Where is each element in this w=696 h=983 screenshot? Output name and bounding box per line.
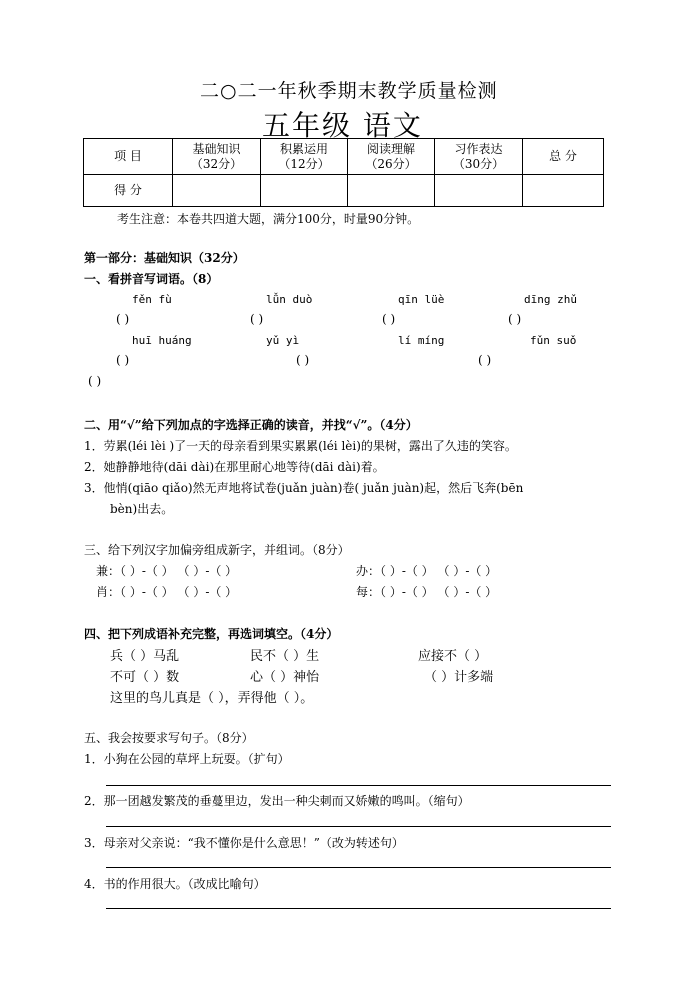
score-cell[interactable] <box>261 175 348 207</box>
part1-heading: 第一部分：基础知识（32分） <box>84 251 245 265</box>
answer-blank[interactable]: ( ) <box>250 312 264 326</box>
pinyin: fěn fù <box>132 293 172 306</box>
q3-line[interactable]: 肖：（ ）-（ ） （ ）-（ ） <box>96 585 238 599</box>
answer-line[interactable] <box>106 826 611 827</box>
pinyin: lǚn duò <box>266 293 313 306</box>
score-cell[interactable] <box>435 175 523 207</box>
score-cell[interactable] <box>348 175 435 207</box>
idiom[interactable]: 应接不（ ） <box>418 649 488 664</box>
q3-line[interactable]: 兼：（ ）-（ ） （ ）-（ ） <box>96 564 238 578</box>
answer-blank[interactable]: ( ) <box>508 312 522 326</box>
q4-heading: 四、把下列成语补充完整，再选词填空。（4分） <box>84 627 339 641</box>
exam-title: 二○二一年秋季期末教学质量检测 <box>200 80 498 102</box>
pinyin: lí míng <box>398 334 445 347</box>
q1-heading: 一、看拼音写词语。（8） <box>84 272 219 286</box>
score-table <box>83 138 604 207</box>
pinyin: huī huáng <box>132 334 192 347</box>
score-header-total: 总 分 <box>523 139 604 175</box>
q5-item: 2．那一团越发繁茂的垂蔓里边，发出一种尖刺而又娇嫩的鸣叫。（缩句） <box>84 794 470 808</box>
q3-heading: 三、给下列汉字加偏旁组成新字，并组词。（8分） <box>84 543 350 557</box>
idiom[interactable]: 心（ ）神怡 <box>250 670 320 685</box>
idiom[interactable]: 不可（ ）数 <box>110 670 180 685</box>
answer-line[interactable] <box>106 908 611 909</box>
q2-heading: 二、用“√”给下列加点的字选择正确的读音，并找“√”。（4分） <box>84 418 418 432</box>
score-header-item: 项 目 <box>84 139 173 175</box>
q2-item: 2．她静静地待(dāi dài)在那里耐心地等待(dāi dài)着。 <box>84 460 385 474</box>
score-header-writing: 习作表达 （30分） <box>435 139 523 175</box>
answer-blank[interactable]: ( ) <box>382 312 396 326</box>
answer-line[interactable] <box>106 867 611 868</box>
answer-blank[interactable]: ( ) <box>478 353 492 367</box>
q5-item: 3．母亲对父亲说：“我不懂你是什么意思！”（改为转述句） <box>84 836 404 850</box>
pinyin: qīn lüè <box>398 293 445 306</box>
q3-line[interactable]: 每：（ ）-（ ） （ ）-（ ） <box>356 585 498 599</box>
fill-sentence[interactable]: 这里的鸟儿真是（ ），弄得他（ ）。 <box>110 691 314 706</box>
idiom[interactable]: 兵（ ）马乱 <box>110 649 180 664</box>
idiom[interactable]: 民不（ ）生 <box>250 649 320 664</box>
answer-blank[interactable]: ( ) <box>296 353 310 367</box>
pinyin: yǔ yì <box>266 334 300 347</box>
score-header-reading: 阅读理解 （26分） <box>348 139 435 175</box>
answer-blank[interactable]: ( ) <box>88 374 102 388</box>
score-header-accumulate: 积累运用 （12分） <box>261 139 348 175</box>
score-cell[interactable] <box>523 175 604 207</box>
q3-line[interactable]: 办：（ ）-（ ） （ ）-（ ） <box>356 564 498 578</box>
q5-item: 1．小狗在公园的草坪上玩耍。（扩句） <box>84 752 290 766</box>
q2-item: 1．劳累(léi lèi )了一天的母亲看到果实累累(léi lèi)的果树，露出了久违的笑容。 <box>84 439 517 453</box>
idiom[interactable]: （ ）计多端 <box>424 670 494 685</box>
score-row-label: 得 分 <box>84 175 173 207</box>
exam-notice: 考生注意：本卷共四道大题，满分100分，时量90分钟。 <box>117 212 420 226</box>
score-cell[interactable] <box>173 175 261 207</box>
score-header-basic: 基础知识 （32分） <box>173 139 261 175</box>
q5-heading: 五、我会按要求写句子。（8分） <box>84 731 254 745</box>
pinyin: dīng zhǔ <box>524 293 577 306</box>
exam-subtitle: 五年级 语文 <box>262 109 423 142</box>
pinyin: fǔn suǒ <box>530 334 577 347</box>
q2-item: 3．他悄(qiāo qiǎo)然无声地将试卷(juǎn juàn)卷( juǎn juàn)起，然后飞奔(bēn <box>84 481 524 495</box>
q5-item: 4．书的作用很大。（改成比喻句） <box>84 877 266 891</box>
answer-blank[interactable]: ( ) <box>116 353 130 367</box>
answer-blank[interactable]: ( ) <box>116 312 130 326</box>
answer-line[interactable] <box>106 785 611 786</box>
q2-item: bèn)出去。 <box>110 502 174 516</box>
